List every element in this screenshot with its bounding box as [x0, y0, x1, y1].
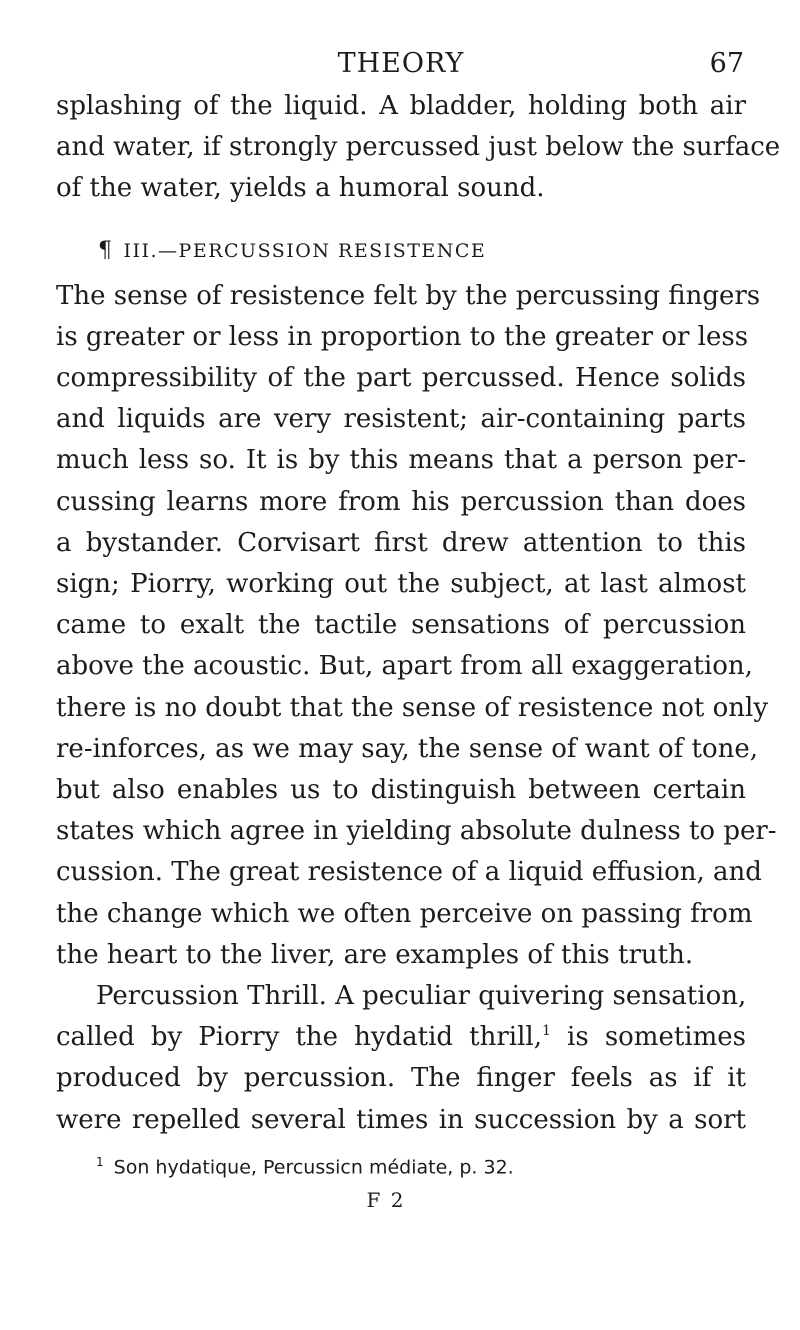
- text-line: above the acoustic. But, apart from all exaggeration,: [56, 651, 753, 682]
- footnote: [96, 1149, 746, 1180]
- text-line: much less so. It is by this means that a person per-: [56, 445, 746, 476]
- section-heading-text: III.—PERCUSSION RESISTENCE: [123, 239, 487, 262]
- text-line: the heart to the liver, are examples of this truth.: [56, 939, 694, 970]
- text-line: but also enables us to distinguish between certain: [56, 775, 746, 806]
- text-fragment: called by Piorry the hydatid thrill,: [56, 1022, 543, 1053]
- text-line: there is no doubt that the sense of resistence not only: [56, 692, 769, 723]
- text-line: a bystander. Corvisart first drew attention to this: [56, 527, 746, 558]
- running-title: THEORY: [337, 48, 465, 79]
- text-line: were repelled several times in succession by a sort: [56, 1104, 746, 1135]
- paragraph-percussion-thrill: [56, 976, 746, 1141]
- page-number: 67: [709, 48, 744, 79]
- text-line: Percussion Thrill. A peculiar quivering sensation,: [96, 981, 747, 1012]
- text-line: and water, if strongly percussed just below the surface: [56, 132, 781, 163]
- text-line: splashing of the liquid. A bladder, holding both air: [56, 91, 746, 121]
- text-line: is greater or less in proportion to the greater or less: [56, 321, 749, 352]
- text-fragment: is sometimes: [550, 1022, 746, 1053]
- paragraph-resistence: [56, 276, 777, 976]
- text-line: came to exalt the tactile sensations of percussion: [56, 610, 746, 641]
- text-line: compressibility of the part percussed. Hence solids: [56, 363, 746, 394]
- pilcrow-icon: ¶: [98, 237, 114, 263]
- text-line: states which agree in yielding absolute dulness to per-: [56, 816, 777, 847]
- text-line: and liquids are very resistent; air-containing parts: [56, 404, 746, 435]
- text-line: The sense of resistence felt by the percussing fingers: [56, 280, 761, 311]
- text-line: cussion. The great resistence of a liquid effusion, and: [56, 857, 762, 888]
- signature-mark: F 2: [366, 1188, 406, 1213]
- text-line: sign; Piorry, working out the subject, at last almost: [56, 569, 746, 600]
- footnote-marker: 1: [96, 1154, 104, 1169]
- section-heading: [98, 236, 746, 266]
- running-head: [56, 40, 746, 86]
- text-line: produced by percussion. The finger feels as if it: [56, 1063, 746, 1094]
- book-page: [56, 40, 781, 1213]
- footnote-text: Son hydatique, Percussicn médiate, p. 32.: [113, 1156, 514, 1179]
- text-line: re-inforces, as we may say, the sense of want of tone,: [56, 733, 759, 764]
- text-line: [56, 1017, 746, 1058]
- text-line: cussing learns more from his percussion than does: [56, 486, 746, 517]
- text-line: the change which we often perceive on passing from: [56, 898, 753, 929]
- paragraph-intro: [56, 86, 781, 210]
- footnote-reference: 1: [542, 1023, 551, 1040]
- text-line: of the water, yields a humoral sound.: [56, 173, 545, 204]
